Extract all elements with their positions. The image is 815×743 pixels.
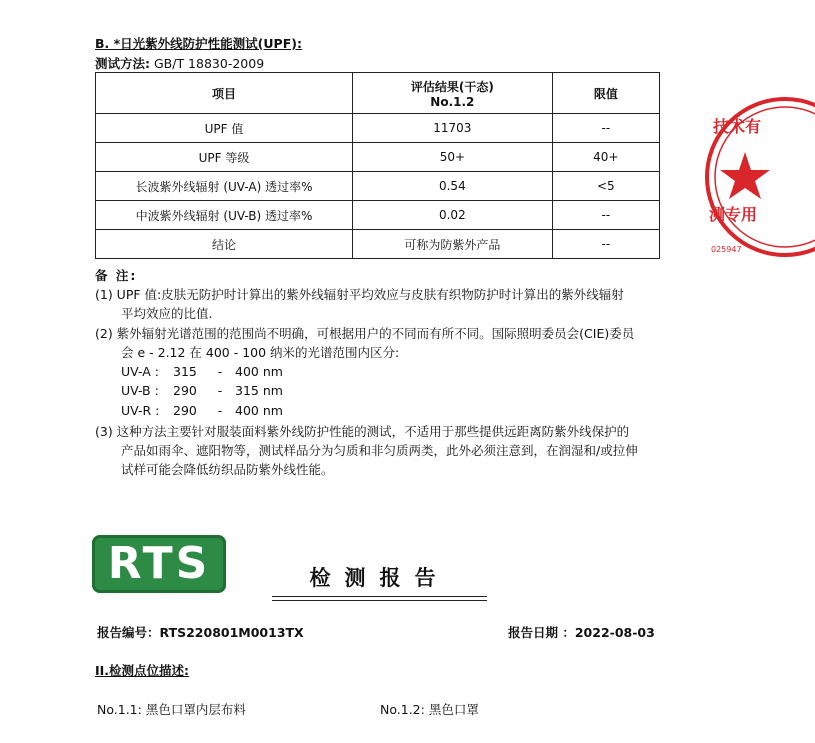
uv-range-row — [121, 381, 283, 400]
cell-item: UPF 值 — [96, 114, 353, 143]
cell-limit: 40+ — [552, 143, 659, 172]
uv-range-row — [121, 362, 283, 381]
test-method-label: 测试方法: — [95, 56, 150, 71]
uv-range-from: 290 — [173, 383, 197, 398]
section-ii-title: II.检测点位描述: — [95, 663, 190, 678]
cell-limit: <5 — [552, 172, 659, 201]
report-date-value: 2022-08-03 — [574, 625, 655, 640]
report-number-value: RTS220801M0013TX — [159, 625, 304, 640]
cell-item: 长波紫外线辐射 (UV-A) 透过率% — [96, 172, 353, 201]
cell-limit: -- — [552, 230, 659, 259]
rts-logo — [92, 535, 226, 593]
report-title: 检测报告 — [309, 566, 450, 590]
note-1-line-2: 平均效应的比值. — [121, 306, 213, 321]
note-2-line-2: 会 e - 2.12 在 400 - 100 纳米的光谱范围内区分: — [121, 345, 400, 360]
report-number-label: 报告编号： — [97, 625, 160, 640]
test-method-value: GB/T 18830-2009 — [150, 56, 265, 71]
cell-limit: -- — [552, 114, 659, 143]
table-row — [96, 143, 660, 172]
note-1-line-1: (1) UPF 值:皮肤无防护时计算出的紫外线辐射平均效应与皮肤有织物防护时计算出的紫外线辐射 — [95, 287, 624, 302]
note-2-line-1: (2) 紫外辐射光谱范围的范围尚不明确，可根据用户的不同而有所不同。国际照明委员会(CIE)委员 — [95, 326, 635, 341]
report-date-label: 报告日期 ： — [508, 625, 575, 640]
table-row — [96, 172, 660, 201]
header-limit: 限值 — [552, 73, 659, 114]
cell-result: 11703 — [353, 114, 553, 143]
seal-code: 025947 — [711, 245, 742, 254]
note-3-line-3: 试样可能会降低纺织品防紫外线性能。 — [121, 462, 334, 477]
notes-heading: 备 注: — [95, 268, 138, 283]
table-header-row — [96, 73, 660, 114]
title-underline — [272, 596, 487, 597]
note-3-line-1: (3) 这种方法主要针对服装面料紫外线防护性能的测试，不适用于那些提供远距离防紫外线保护的 — [95, 424, 630, 439]
rts-logo-text: RTS — [107, 538, 211, 589]
uv-range-from: 315 — [173, 364, 197, 379]
uv-range-dash: - — [217, 364, 223, 379]
header-item: 项目 — [96, 73, 353, 114]
seal-text-top: 技术有 — [713, 117, 762, 136]
seal-star-icon — [720, 152, 770, 199]
report-number — [97, 623, 304, 641]
header-result — [353, 73, 553, 114]
uv-range-key: UV-A : — [121, 364, 159, 379]
uv-range-key: UV-B : — [121, 383, 159, 398]
sample-point-1: No.1.1: 黑色口罩内层布料 — [97, 702, 246, 717]
section-b-title: B. *日光紫外线防护性能测试(UPF): — [95, 36, 302, 51]
cell-item: 中波紫外线辐射 (UV-B) 透过率% — [96, 201, 353, 230]
cell-result: 50+ — [353, 143, 553, 172]
header-result-label: 评估结果(干态) — [410, 79, 494, 94]
header-sample-no: No.1.2 — [430, 94, 475, 109]
table-row — [96, 114, 660, 143]
report-date — [508, 623, 655, 641]
table-row — [96, 230, 660, 259]
uv-range-key: UV-R : — [121, 403, 160, 418]
note-3-line-2: 产品如雨伞、遮阳物等，测试样品分为匀质和非匀质两类，此外必须注意到，在润湿和/或拉伸 — [121, 443, 638, 458]
cell-item: 结论 — [96, 230, 353, 259]
uv-range-row — [121, 401, 283, 420]
cell-item: UPF 等级 — [96, 143, 353, 172]
sample-point-2: No.1.2: 黑色口罩 — [380, 702, 479, 717]
uv-range-dash: - — [217, 383, 223, 398]
test-method — [95, 54, 264, 72]
uv-range-from: 290 — [173, 403, 197, 418]
title-underline-2 — [272, 600, 487, 601]
uv-range-to: 315 nm — [235, 383, 283, 398]
table-row — [96, 201, 660, 230]
uv-range-to: 400 nm — [235, 364, 283, 379]
uv-range-to: 400 nm — [235, 403, 283, 418]
upf-results-table — [95, 72, 660, 259]
cell-result: 0.02 — [353, 201, 553, 230]
cell-limit: -- — [552, 201, 659, 230]
seal-text-bottom: 测专用 — [709, 205, 758, 224]
cell-result: 0.54 — [353, 172, 553, 201]
uv-range-dash: - — [217, 403, 223, 418]
cell-result: 可称为防紫外产品 — [353, 230, 553, 259]
seal-stamp — [705, 92, 815, 262]
